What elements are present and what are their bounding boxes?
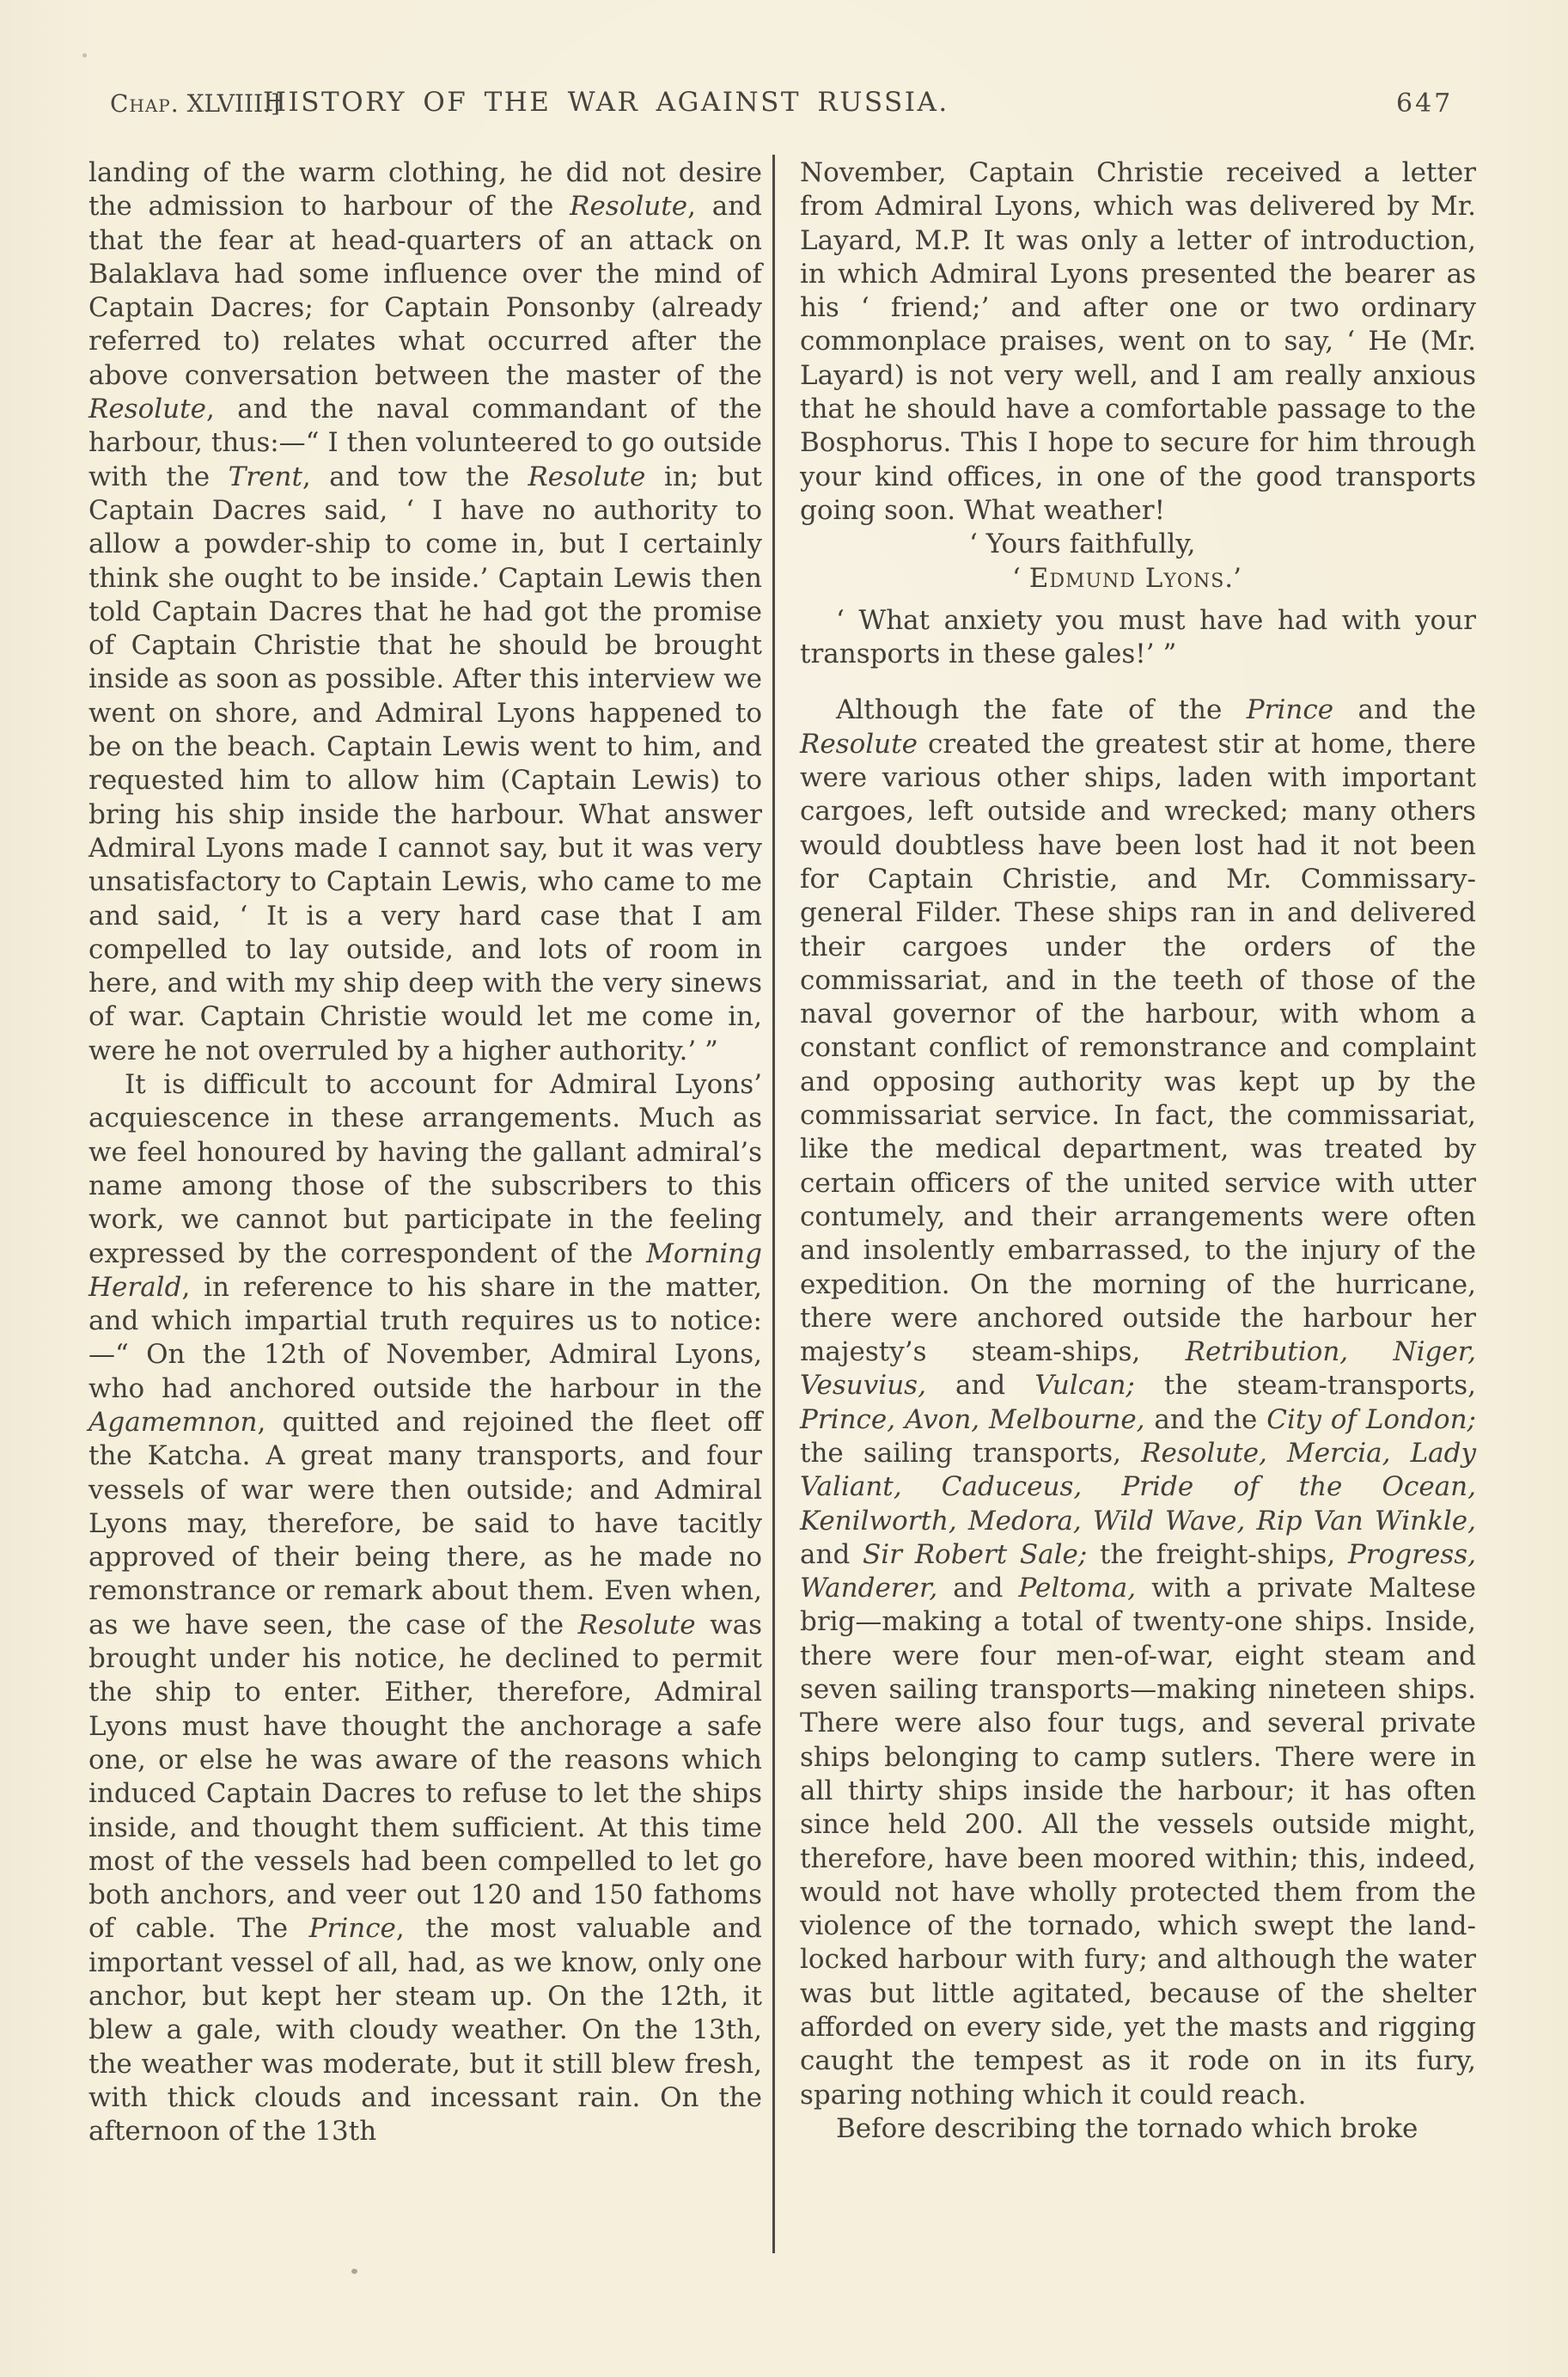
- text-run: , in reference to his share in the matter, and which impartial truth requires us to notice:—“ On the 12th of November, Admiral Lyons, who had anchored outside the harbour in the: [88, 1271, 762, 1404]
- text-run: created the greatest stir at home, there were various other ships, laden with important cargoes, left outside and wrecked; many others would doubtless have been lost had it not been for Captain Christie, and Mr. Commissary-general Filder. These ships ran in and delivered their cargoes under the orders of the commissariat, and in the teeth of those of the naval governor of the harbour, with whom a constant conflict of remonstrance and complaint and opposing authority was kept up by the commissariat service. In fact, the commissariat, like the medical department, was treated by certain officers of the united service with utter contumely, and their arrangements were often and insolently embarrassed, to the injury of the expedition. On the morning of the hurricane, there were anchored outside the harbour her majesty’s steam-ships,: [800, 728, 1476, 1368]
- text-run: and: [800, 1538, 863, 1570]
- text-run: It is difficult to account for Admiral Lyons’ acquiescence in these arrangements. Much as we feel honoured by having the gallant admiral’s name among those of the subscribers to this work, we cannot but participate in the feeling expressed by the correspondent of the: [88, 1069, 762, 1269]
- chapter-label-rest: XLVIII.]: [179, 89, 281, 118]
- chapter-label: [110, 89, 280, 118]
- text-run: was brought under his notice, he declined to permit the ship to enter. Either, therefore, Admiral Lyons must have thought the anchorage a safe one, or else he was aware of the reasons which induced Captain Dacres to refuse to let the ships inside, and thought them sufficient. At this time most of the vessels had been compelled to let go both anchors, and veer out 120 and 150 fathoms of cable. The: [88, 1609, 763, 1945]
- italic-text: Resolute: [570, 191, 688, 223]
- italic-text: Prince, Avon, Melbourne,: [800, 1403, 1145, 1435]
- text-run: , and tow the: [302, 461, 528, 492]
- text-run: ‘: [1012, 562, 1029, 594]
- paragraph: [88, 156, 762, 1068]
- italic-text: Prince: [1246, 694, 1334, 726]
- text-run: ‘ What anxiety you must have had with your transports in these gales!’ ”: [800, 604, 1476, 670]
- text-run: Although the fate of the: [836, 694, 1247, 726]
- page-title: HISTORY OF THE WAR AGAINST RUSSIA.: [263, 87, 949, 118]
- text-run: and the: [1333, 694, 1476, 726]
- chapter-label-smallcaps: Chap.: [110, 89, 180, 118]
- page-number: 647: [1396, 89, 1454, 119]
- text-run: .’: [1224, 562, 1242, 594]
- text-run: the freight-ships,: [1087, 1538, 1348, 1570]
- text-run: in; but Captain Dacres said, ‘ I have no authority to allow a powder-ship to come in, but I certainly think she ought to be inside.’ Captain Lewis then told Captain Dacres that he had got the promise of Captain Christie that he should be brought inside as soon as possible. After this interview we went on shore, and Admiral Lyons happened to be on the beach. Captain Lewis went to him, and requested him to allow him (Captain Lewis) to bring his ship inside the harbour. What answer Admiral Lyons made I cannot say, but it was very unsatisfactory to Captain Lewis, who came to me and said, ‘ It is a very hard case that I am compelled to lay outside, and lots of room in here, and with my ship deep with the very sinews of war. Captain Christie would let me come in, were he not overruled by a higher authority.’ ”: [88, 461, 762, 1066]
- text-run: and the: [1144, 1403, 1267, 1435]
- paragraph: [800, 2112, 1476, 2146]
- italic-text: Peltoma,: [1018, 1573, 1137, 1604]
- text-run: the sailing transports,: [800, 1437, 1142, 1469]
- italic-text: Trent: [228, 461, 302, 492]
- italic-text: Resolute: [88, 394, 206, 425]
- ink-speck: [82, 53, 87, 58]
- italic-text: Resolute: [800, 728, 918, 760]
- paragraph: [800, 604, 1476, 672]
- ink-speck: [351, 2269, 357, 2274]
- paragraph: [800, 156, 1476, 528]
- italic-text: Resolute: [577, 1609, 696, 1641]
- paragraph: [800, 694, 1476, 2111]
- right-column: [800, 156, 1476, 2146]
- italic-text: Progress, Wanderer,: [800, 1538, 1476, 1604]
- italic-text: Morning Herald: [88, 1237, 762, 1303]
- italic-text: Agamemnon: [88, 1406, 258, 1438]
- text-run: , quitted and rejoined the fleet off the Katcha. A great many transports, and four vessels of war were then outside; and Admiral Lyons may, therefore, be said to have tacitly approved of their being there, as he made no remonstrance or remark about them. Even when, as we have seen, the case of the: [88, 1406, 762, 1641]
- italic-text: City of London;: [1266, 1403, 1476, 1435]
- signature-line: [969, 528, 1476, 561]
- text-run: ‘ Yours faithfully,: [969, 529, 1196, 560]
- ink-speck: [1282, 1021, 1285, 1024]
- italic-text: Retribution, Niger, Vesuvius,: [800, 1336, 1476, 1402]
- text-run: and: [925, 1370, 1035, 1402]
- italic-text: Vulcan;: [1034, 1370, 1135, 1402]
- smallcaps-text: Edmund Lyons: [1028, 562, 1225, 594]
- text-run: Before describing the tornado which broke: [836, 2112, 1419, 2144]
- italic-text: Prince: [308, 1913, 396, 1945]
- column-divider-rule: [772, 155, 775, 2253]
- italic-text: Resolute: [528, 461, 646, 492]
- text-run: , the most valuable and important vessel of all, had, as we know, only one anchor, but kept her steam up. On the 12th, it blew a gale, with cloudy weather. On the 13th, the weather was moderate, but it still blew fresh, with thick clouds and incessant rain. On the afternoon of the 13th: [88, 1913, 762, 2148]
- left-column: [88, 156, 762, 2149]
- paragraph: [88, 1068, 762, 2149]
- text-run: November, Captain Christie received a letter from Admiral Lyons, which was delivered by Mr. Layard, M.P. It was only a letter of introduction, in which Admiral Lyons presented the bearer as his ‘ friend;’ and after one or two ordinary commonplace praises, went on to say, ‘ He (Mr. Layard) is not very well, and I am really anxious that he should have a comfortable passage to the Bosphorus. This I hope to secure for him through your kind offices, in one of the good transports going soon. What weather!: [800, 157, 1476, 526]
- text-run: the steam-transports,: [1134, 1370, 1476, 1402]
- italic-text: Sir Robert Sale;: [863, 1538, 1088, 1570]
- italic-text: Resolute, Mercia, Lady Valiant, Caduceus, Pride of the Ocean, Kenilworth, Medora, Wild Wave, Rip Van Winkle,: [800, 1437, 1476, 1537]
- text-run: , and that the fear at head-quarters of an attack on Balaklava had some influence over the mind of Captain Dacres; for Captain Ponsonby (already referred to) relates what occurred after the above conversation between the master of the: [88, 191, 762, 391]
- text-run: and: [937, 1573, 1019, 1604]
- running-head: [0, 0, 1568, 146]
- text-run: , and the naval commandant of the harbour, thus:—“ I then volunteered to go outside with the: [88, 394, 762, 492]
- text-run: landing of the warm clothing, he did not desire the admission to harbour of the: [88, 157, 762, 223]
- signature-line: [1012, 562, 1476, 596]
- text-run: with a private Maltese brig—making a total of twenty-one ships. Inside, there were four men-of-war, eight steam and seven sailing transports—making nineteen ships. There were also four tugs, and several private ships belonging to camp sutlers. There were in all thirty ships inside the harbour; it has often since held 200. All the vessels outside might, therefore, have been moored within; this, indeed, would not have wholly protected them from the violence of the tornado, which swept the land-locked harbour with fury; and although the water was but little agitated, because of the shelter afforded on every side, yet the masts and rigging caught the tempest as it rode on in its fury, sparing nothing which it could reach.: [800, 1573, 1477, 2111]
